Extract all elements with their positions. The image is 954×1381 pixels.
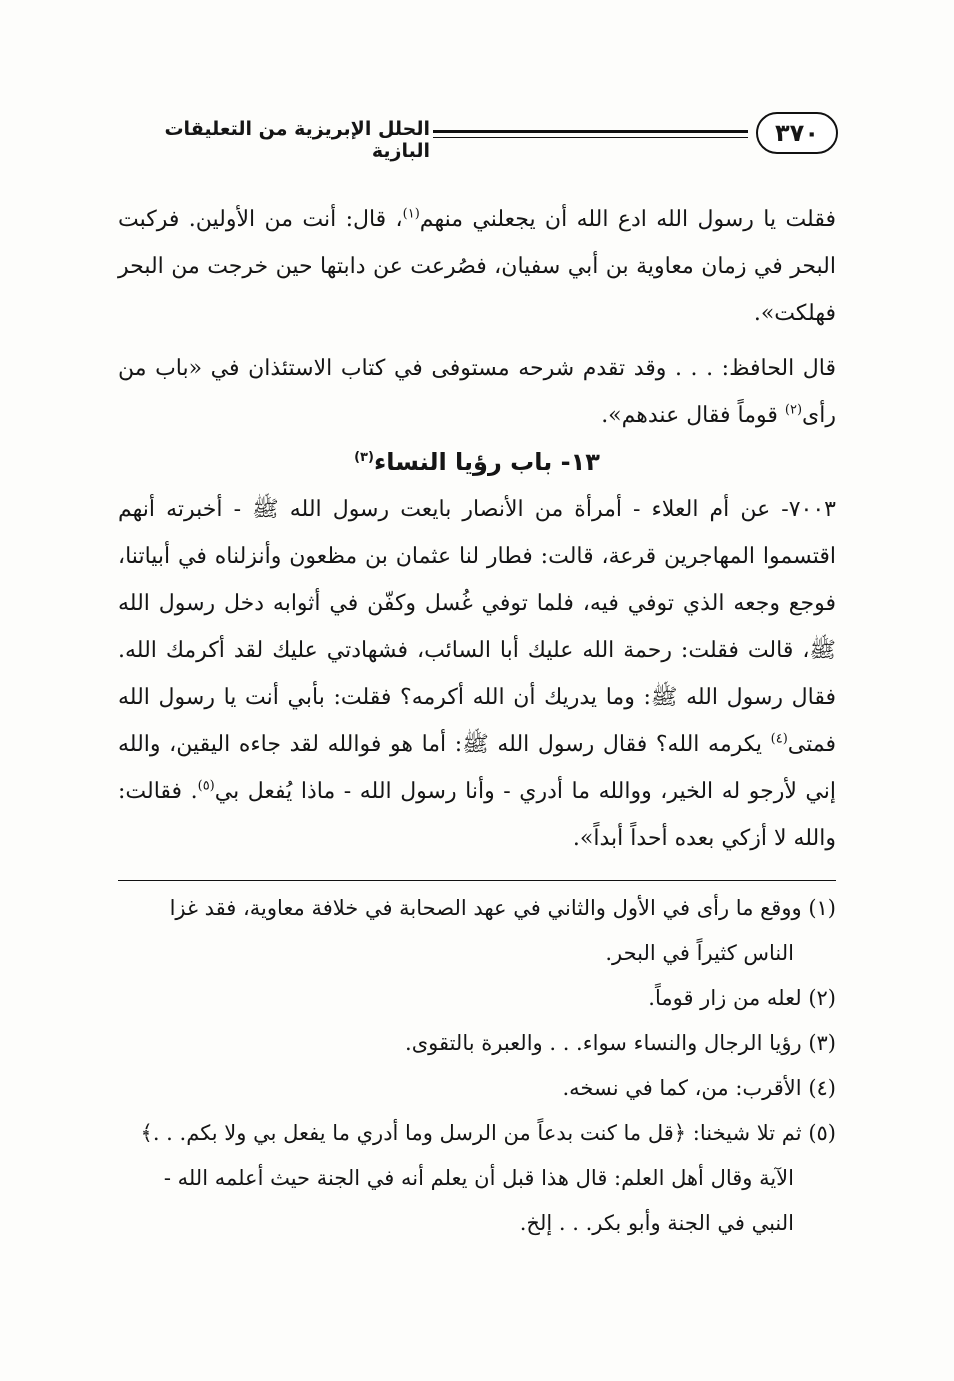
page-header — [118, 110, 838, 162]
main-text — [118, 196, 836, 862]
header-rule — [433, 130, 748, 138]
footnote-separator — [118, 880, 836, 881]
paragraph-3 — [118, 486, 836, 862]
paragraph-3-part-a: ٧٠٠٣- عن أم العلاء - أمرأة من الأنصار بايعت رسول الله ﷺ - أخبرته أنهم اقتسموا المهاجرين قرعة، قالت: فطار لنا عثمان بن مظعون وأنزلناه في أبياتنا، فوجع وجعه الذي توفي فيه، فلما توفي غُسل وكفّن في أثوابه دخل رسول الله ﷺ، قالت فقلت: رحمة الله عليك أبا السائب، فشهادتي عليك لقد أكرمك الله. فقال رسول الله ﷺ: وما يدريك أن الله أكرمه؟ فقلت: بأبي أنت يا رسول الله فمتى — [118, 497, 836, 757]
footnote-ref-5: (٥) — [197, 778, 215, 794]
paragraph-3-part-c: . فقالت: والله لا أزكي بعده أحداً أبداً». — [118, 779, 836, 851]
footnote-number: (٥) — [808, 1121, 836, 1145]
footnote-2 — [118, 976, 836, 1021]
footnote-ref-3: (٣) — [354, 450, 374, 465]
footnote-text: ووقع ما رأى في الأول والثاني في عهد الصحابة في خلافة معاوية، فقد غزا الناس كثيراً في البحر. — [169, 896, 802, 965]
paragraph-1-part-a: فقلت يا رسول الله ادع الله أن يجعلني منهم — [419, 207, 836, 232]
footnote-4 — [118, 1066, 836, 1111]
footnote-text: لعله من زار قوماً. — [648, 986, 802, 1010]
footnote-number: (٣) — [808, 1031, 836, 1055]
footnote-text: ثم تلا شيخنا: ﴿قل ما كنت بدعاً من الرسل وما أدري ما يفعل بي ولا بكم. . .﴾ الآية وقال أهل العلم: قال هذا قبل أن يعلم أنه في الجنة حيث أعلمه الله - النبي في الجنة وأبو بكر. . . إلخ. — [140, 1121, 802, 1235]
chapter-heading-text: ١٣- باب رؤيا النساء — [373, 448, 600, 476]
chapter-heading — [118, 439, 836, 486]
paragraph-1-part-b: ، قال: أنت من الأولين. فركبت البحر في زمان معاوية بن أبي سفيان، فصُرعت عن دابتها حين خرجت من البحر فهلكت». — [118, 207, 836, 326]
paragraph-2-part-b: قوماً فقال عندهم». — [601, 403, 785, 428]
footnote-text: الأقرب: من، كما في نسخه. — [562, 1076, 802, 1100]
footnote-number: (٤) — [808, 1076, 836, 1100]
page-number: ٣٧٠ — [756, 112, 838, 154]
footnote-number: (١) — [808, 896, 836, 920]
footnote-1 — [118, 886, 836, 976]
paragraph-2 — [118, 345, 836, 439]
footnotes — [118, 886, 836, 1246]
footnote-3 — [118, 1021, 836, 1066]
paragraph-3-part-b: يكرمه الله؟ فقال رسول الله ﷺ: أما هو فوالله لقد جاءه اليقين، والله إني لأرجو له الخير، ووالله ما أدري - وأنا رسول الله - ماذا يُفعل بي — [118, 732, 836, 804]
footnote-ref-2: (٢) — [784, 402, 803, 418]
running-title: الحلل الإبريزية من التعليقات البازية — [164, 118, 430, 162]
footnote-text: رؤيا الرجال والنساء سواء. . . والعبرة بالتقوى. — [405, 1031, 802, 1055]
footnote-number: (٢) — [808, 986, 836, 1010]
footnote-ref-4: (٤) — [770, 731, 788, 747]
footnote-5 — [118, 1111, 836, 1246]
paragraph-1 — [118, 196, 836, 337]
footnote-ref-1: (١) — [402, 206, 420, 222]
paragraph-2-part-a: قال الحافظ: . . . وقد تقدم شرحه مستوفى في كتاب الاستئذان في «باب من رأى — [118, 356, 836, 428]
